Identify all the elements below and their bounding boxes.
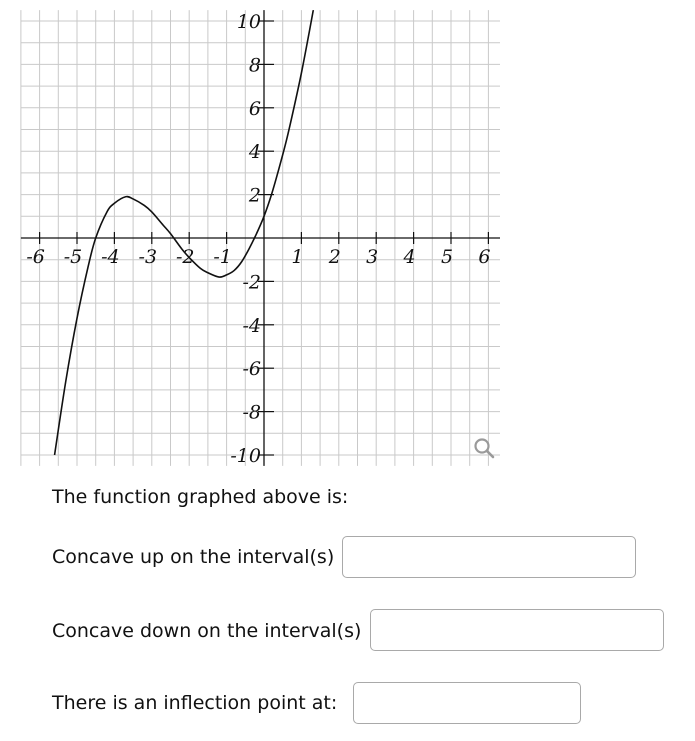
x-tick-label: -2 <box>175 246 195 268</box>
x-tick-label: -3 <box>138 246 158 268</box>
y-tick-label: -2 <box>242 271 261 294</box>
x-tick-label: -6 <box>26 246 45 268</box>
inflection-point-label: There is an inflection point at: <box>52 692 338 714</box>
x-tick-label: 3 <box>366 246 379 268</box>
concave-up-label: Concave up on the interval(s) <box>52 546 335 568</box>
y-tick-label: -4 <box>242 314 261 337</box>
x-tick-label: -5 <box>63 246 83 268</box>
concave-down-input[interactable] <box>370 609 664 651</box>
y-tick-label: 4 <box>248 141 261 164</box>
magnifier-icon[interactable] <box>476 440 494 458</box>
concave-up-input[interactable] <box>342 536 636 578</box>
x-tick-label: 4 <box>403 246 416 268</box>
x-tick-label: 5 <box>440 246 454 268</box>
concave-down-label: Concave down on the interval(s) <box>52 620 362 642</box>
prompt-text: The function graphed above is: <box>52 486 349 508</box>
y-tick-label: -8 <box>242 401 261 424</box>
y-tick-label: 6 <box>248 97 261 120</box>
axes <box>21 10 500 466</box>
inflection-point-input[interactable] <box>353 682 581 724</box>
x-tick-label: -4 <box>101 246 120 268</box>
y-tick-label: -10 <box>230 445 261 467</box>
function-graph <box>0 0 500 470</box>
x-tick-label: 1 <box>291 246 304 268</box>
x-tick-label: 6 <box>478 246 491 268</box>
y-tick-label: 2 <box>248 184 261 207</box>
x-tick-label: -1 <box>213 246 232 268</box>
y-tick-label: -6 <box>242 358 261 381</box>
y-tick-label: 8 <box>248 54 261 77</box>
x-tick-label: 2 <box>328 246 341 268</box>
y-tick-label: 10 <box>236 11 261 33</box>
